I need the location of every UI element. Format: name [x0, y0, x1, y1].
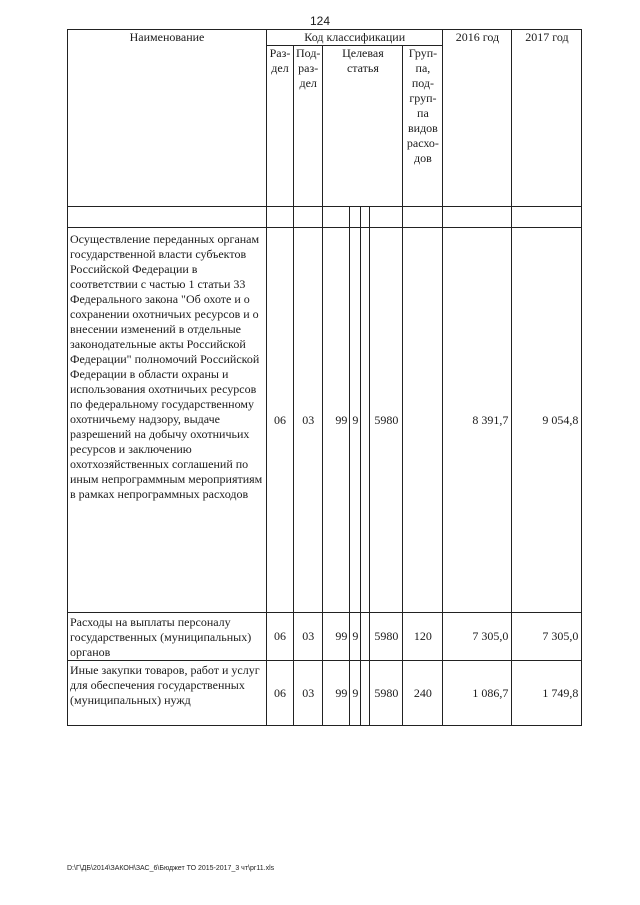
row-expense-group: 120	[403, 613, 443, 661]
row-target-2: 9	[350, 613, 361, 661]
row-target-3	[361, 228, 370, 613]
row-name: Расходы на выплаты персоналу государственных (муниципальных) органов	[68, 613, 267, 661]
row-target-3	[361, 661, 370, 726]
row-value-2016: 7 305,0	[443, 613, 512, 661]
table-row	[68, 661, 582, 726]
row-value-2016: 8 391,7	[443, 228, 512, 613]
header-year-2016: 2016 год	[443, 30, 512, 207]
row-value-2017: 9 054,8	[512, 228, 582, 613]
header-target-article: Целевая статья	[323, 46, 403, 207]
spacer-cell	[68, 207, 267, 228]
row-section: 06	[267, 661, 294, 726]
spacer-row	[68, 207, 582, 228]
spacer-cell	[403, 207, 443, 228]
row-section: 06	[267, 228, 294, 613]
row-section: 06	[267, 613, 294, 661]
row-target-3	[361, 613, 370, 661]
row-value-2017: 1 749,8	[512, 661, 582, 726]
header-year-2017: 2017 год	[512, 30, 582, 207]
header-subsection: Под- раз- дел	[294, 46, 323, 207]
budget-table	[67, 29, 582, 726]
row-target-4: 5980	[370, 228, 403, 613]
row-value-2017: 7 305,0	[512, 613, 582, 661]
spacer-cell	[512, 207, 582, 228]
row-target-4: 5980	[370, 613, 403, 661]
table-row	[68, 613, 582, 661]
header-code-group: Код классификации	[267, 30, 443, 46]
page-number: 124	[309, 14, 331, 28]
row-target-2: 9	[350, 228, 361, 613]
header-row-1	[68, 30, 582, 46]
row-expense-group: 240	[403, 661, 443, 726]
spacer-cell	[267, 207, 294, 228]
row-target-1: 99	[323, 228, 350, 613]
row-target-1: 99	[323, 613, 350, 661]
row-target-4: 5980	[370, 661, 403, 726]
spacer-cell	[323, 207, 350, 228]
row-target-2: 9	[350, 661, 361, 726]
header-section: Раз- дел	[267, 46, 294, 207]
row-target-1: 99	[323, 661, 350, 726]
table-row	[68, 228, 582, 613]
row-name: Иные закупки товаров, работ и услуг для обеспечения государственных (муниципальных) нужд	[68, 661, 267, 726]
file-path-footer: D:\Г\ДБ\2014\ЗАКОН\ЗАС_6\Бюджет ТО 2015-2017_3 чт\рг11.xls	[67, 865, 275, 872]
row-name: Осуществление переданных органам государственной власти субъектов Российской Федерации в соответствии с частью 1 статьи 33 Федерального закона "Об охоте и о сохранении охотничьих ресурсов и о внесении изменений в отдельные законодательные акты Российской Федерации" полномочий Российской Федерации в области охраны и использования охотничьих ресурсов по федеральному государственному охотничьему надзору, выдаче разрешений на добычу охотничьих ресурсов и заключению охотхозяйственных соглашений по иным непрограммным мероприятиям в рамках непрограммных расходов	[68, 228, 267, 613]
row-expense-group	[403, 228, 443, 613]
spacer-cell	[350, 207, 361, 228]
spacer-cell	[370, 207, 403, 228]
header-expense-group: Груп- па, под- груп- па видов расхо- дов	[403, 46, 443, 207]
header-name: Наименование	[68, 30, 267, 207]
row-subsection: 03	[294, 228, 323, 613]
spacer-cell	[361, 207, 370, 228]
row-value-2016: 1 086,7	[443, 661, 512, 726]
spacer-cell	[443, 207, 512, 228]
row-subsection: 03	[294, 613, 323, 661]
spacer-cell	[294, 207, 323, 228]
row-subsection: 03	[294, 661, 323, 726]
